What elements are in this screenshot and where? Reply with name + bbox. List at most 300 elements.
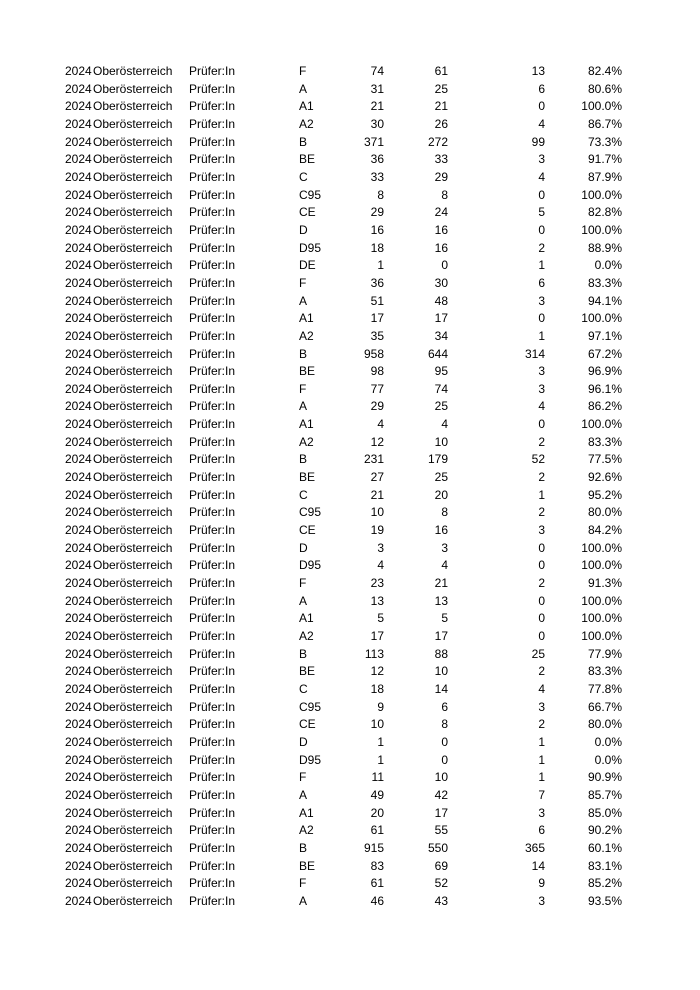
table-row (0, 116, 700, 134)
total-cell: 61 (370, 823, 384, 838)
license-class-cell: C (299, 169, 308, 184)
total-cell: 231 (363, 452, 384, 467)
pass-rate-cell: 82.4% (587, 64, 622, 78)
passed-cell: 8 (441, 505, 448, 520)
year-cell: 2024 (65, 99, 92, 114)
total-cell: 18 (370, 240, 384, 255)
examiner-cell: Prüfer:In (189, 558, 236, 573)
pass-rate-cell: 77.8% (587, 681, 622, 696)
license-class-cell: A2 (299, 434, 314, 449)
passed-cell: 69 (434, 858, 448, 873)
failed-cell: 314 (524, 346, 545, 361)
failed-cell: 2 (538, 470, 545, 485)
pass-rate-cell: 100.0% (581, 611, 622, 626)
total-cell: 4 (377, 417, 384, 432)
year-cell: 2024 (65, 629, 92, 643)
total-cell: 49 (370, 787, 384, 802)
passed-cell: 8 (441, 187, 448, 202)
total-cell: 10 (370, 505, 384, 520)
license-class-cell: A2 (299, 116, 314, 131)
pass-rate-cell: 91.7% (587, 152, 622, 167)
total-cell: 31 (370, 81, 384, 96)
license-class-cell: D (299, 222, 308, 237)
year-cell: 2024 (65, 187, 92, 202)
passed-cell: 0 (441, 752, 448, 767)
region-cell: Oberösterreich (93, 893, 173, 908)
passed-cell: 25 (434, 470, 448, 485)
license-class-cell: B (299, 346, 308, 361)
passed-cell: 24 (434, 205, 448, 220)
passed-cell: 43 (434, 893, 448, 908)
region-cell: Oberösterreich (93, 346, 173, 361)
passed-cell: 17 (434, 805, 448, 820)
license-class-cell: BE (299, 152, 316, 167)
license-class-cell: F (299, 876, 307, 891)
total-cell: 21 (370, 99, 384, 114)
passed-cell: 25 (434, 81, 448, 96)
examiner-cell: Prüfer:In (189, 681, 236, 696)
year-cell: 2024 (65, 311, 92, 326)
region-cell: Oberösterreich (93, 576, 173, 591)
license-class-cell: BE (299, 364, 316, 379)
year-cell: 2024 (65, 523, 92, 538)
failed-cell: 1 (538, 752, 545, 767)
examiner-cell: Prüfer:In (189, 417, 236, 432)
table-row (0, 275, 700, 293)
year-cell: 2024 (65, 470, 92, 485)
table-row (0, 769, 700, 787)
license-class-cell: A1 (299, 99, 314, 114)
passed-cell: 52 (434, 876, 448, 891)
passed-cell: 17 (434, 629, 448, 643)
year-cell: 2024 (65, 893, 92, 908)
region-cell: Oberösterreich (93, 81, 173, 96)
total-cell: 30 (370, 116, 384, 131)
failed-cell: 365 (524, 840, 545, 855)
pass-rate-cell: 82.8% (587, 205, 622, 220)
total-cell: 4 (377, 558, 384, 573)
examiner-cell: Prüfer:In (189, 787, 236, 802)
failed-cell: 0 (538, 593, 545, 608)
region-cell: Oberösterreich (93, 364, 173, 379)
examiner-cell: Prüfer:In (189, 399, 236, 414)
passed-cell: 48 (434, 293, 448, 308)
license-class-cell: D95 (299, 240, 322, 255)
pass-rate-cell: 66.7% (587, 699, 622, 714)
year-cell: 2024 (65, 787, 92, 802)
total-cell: 12 (370, 434, 384, 449)
table-row (0, 434, 700, 452)
license-class-cell: A (299, 81, 308, 96)
table-row (0, 540, 700, 558)
failed-cell: 1 (538, 487, 545, 502)
examiner-cell: Prüfer:In (189, 134, 236, 149)
failed-cell: 0 (538, 558, 545, 573)
pass-rate-cell: 80.0% (587, 505, 622, 520)
pass-rate-cell: 100.0% (581, 558, 622, 573)
examiner-cell: Prüfer:In (189, 840, 236, 855)
examiner-cell: Prüfer:In (189, 293, 236, 308)
examiner-cell: Prüfer:In (189, 770, 236, 785)
region-cell: Oberösterreich (93, 311, 173, 326)
passed-cell: 26 (434, 116, 448, 131)
table-row (0, 346, 700, 364)
year-cell: 2024 (65, 258, 92, 273)
table-row (0, 716, 700, 734)
pass-rate-cell: 100.0% (581, 593, 622, 608)
year-cell: 2024 (65, 116, 92, 131)
table-row (0, 257, 700, 275)
license-class-cell: C (299, 487, 308, 502)
pass-rate-cell: 100.0% (581, 417, 622, 432)
failed-cell: 99 (531, 134, 545, 149)
failed-cell: 3 (538, 699, 545, 714)
examiner-cell: Prüfer:In (189, 311, 236, 326)
license-class-cell: A1 (299, 611, 314, 626)
pass-rate-cell: 96.1% (587, 381, 622, 396)
table-row (0, 187, 700, 205)
examiner-cell: Prüfer:In (189, 205, 236, 220)
license-class-cell: F (299, 381, 307, 396)
license-class-cell: B (299, 646, 308, 661)
table-row (0, 858, 700, 876)
passed-cell: 16 (434, 240, 448, 255)
table-row (0, 575, 700, 593)
passed-cell: 34 (434, 328, 448, 343)
pass-rate-cell: 92.6% (587, 470, 622, 485)
license-class-cell: B (299, 452, 308, 467)
examiner-cell: Prüfer:In (189, 699, 236, 714)
failed-cell: 2 (538, 434, 545, 449)
region-cell: Oberösterreich (93, 752, 173, 767)
examiner-cell: Prüfer:In (189, 169, 236, 184)
failed-cell: 6 (538, 81, 545, 96)
examiner-cell: Prüfer:In (189, 328, 236, 343)
region-cell: Oberösterreich (93, 487, 173, 502)
license-class-cell: BE (299, 664, 316, 679)
region-cell: Oberösterreich (93, 134, 173, 149)
pass-rate-cell: 83.3% (587, 275, 622, 290)
year-cell: 2024 (65, 381, 92, 396)
failed-cell: 0 (538, 611, 545, 626)
passed-cell: 74 (434, 381, 448, 396)
table-row (0, 63, 700, 81)
total-cell: 36 (370, 152, 384, 167)
year-cell: 2024 (65, 717, 92, 732)
year-cell: 2024 (65, 593, 92, 608)
data-table (0, 63, 700, 911)
pass-rate-cell: 77.5% (587, 452, 622, 467)
region-cell: Oberösterreich (93, 275, 173, 290)
table-row (0, 752, 700, 770)
total-cell: 16 (370, 222, 384, 237)
license-class-cell: DE (299, 258, 316, 273)
passed-cell: 10 (434, 664, 448, 679)
examiner-cell: Prüfer:In (189, 99, 236, 114)
failed-cell: 4 (538, 116, 545, 131)
pass-rate-cell: 96.9% (587, 364, 622, 379)
failed-cell: 1 (538, 770, 545, 785)
examiner-cell: Prüfer:In (189, 470, 236, 485)
passed-cell: 5 (441, 611, 448, 626)
failed-cell: 9 (538, 876, 545, 891)
examiner-cell: Prüfer:In (189, 116, 236, 131)
region-cell: Oberösterreich (93, 64, 173, 78)
year-cell: 2024 (65, 346, 92, 361)
table-row (0, 681, 700, 699)
pass-rate-cell: 91.3% (587, 576, 622, 591)
pass-rate-cell: 94.1% (587, 293, 622, 308)
license-class-cell: F (299, 576, 307, 591)
region-cell: Oberösterreich (93, 434, 173, 449)
pass-rate-cell: 100.0% (581, 540, 622, 555)
region-cell: Oberösterreich (93, 187, 173, 202)
failed-cell: 0 (538, 311, 545, 326)
region-cell: Oberösterreich (93, 381, 173, 396)
pass-rate-cell: 100.0% (581, 222, 622, 237)
examiner-cell: Prüfer:In (189, 346, 236, 361)
pass-rate-cell: 83.3% (587, 434, 622, 449)
region-cell: Oberösterreich (93, 629, 173, 643)
failed-cell: 4 (538, 169, 545, 184)
failed-cell: 5 (538, 205, 545, 220)
region-cell: Oberösterreich (93, 770, 173, 785)
pass-rate-cell: 85.2% (587, 876, 622, 891)
region-cell: Oberösterreich (93, 222, 173, 237)
total-cell: 11 (371, 770, 384, 785)
license-class-cell: A1 (299, 311, 314, 326)
table-row (0, 204, 700, 222)
total-cell: 19 (370, 523, 384, 538)
table-row (0, 381, 700, 399)
table-row (0, 151, 700, 169)
region-cell: Oberösterreich (93, 205, 173, 220)
total-cell: 51 (370, 293, 384, 308)
failed-cell: 0 (538, 187, 545, 202)
passed-cell: 14 (434, 681, 448, 696)
year-cell: 2024 (65, 275, 92, 290)
failed-cell: 3 (538, 364, 545, 379)
license-class-cell: A (299, 893, 308, 908)
passed-cell: 10 (434, 770, 448, 785)
year-cell: 2024 (65, 805, 92, 820)
passed-cell: 4 (441, 417, 448, 432)
pass-rate-cell: 90.9% (587, 770, 622, 785)
failed-cell: 2 (538, 664, 545, 679)
table-row (0, 893, 700, 911)
year-cell: 2024 (65, 293, 92, 308)
year-cell: 2024 (65, 64, 92, 78)
table-row (0, 522, 700, 540)
examiner-cell: Prüfer:In (189, 823, 236, 838)
passed-cell: 25 (434, 399, 448, 414)
license-class-cell: F (299, 275, 307, 290)
region-cell: Oberösterreich (93, 646, 173, 661)
passed-cell: 550 (427, 840, 448, 855)
total-cell: 371 (363, 134, 384, 149)
examiner-cell: Prüfer:In (189, 64, 236, 78)
table-row (0, 875, 700, 893)
passed-cell: 179 (427, 452, 448, 467)
license-class-cell: BE (299, 470, 316, 485)
pass-rate-cell: 83.3% (587, 664, 622, 679)
table-row (0, 469, 700, 487)
total-cell: 83 (370, 858, 384, 873)
total-cell: 21 (370, 487, 384, 502)
passed-cell: 29 (434, 169, 448, 184)
passed-cell: 55 (434, 823, 448, 838)
license-class-cell: B (299, 134, 308, 149)
year-cell: 2024 (65, 364, 92, 379)
license-class-cell: D95 (299, 558, 322, 573)
total-cell: 1 (377, 752, 384, 767)
total-cell: 958 (363, 346, 384, 361)
region-cell: Oberösterreich (93, 558, 173, 573)
failed-cell: 2 (538, 240, 545, 255)
passed-cell: 17 (434, 311, 448, 326)
license-class-cell: A2 (299, 629, 314, 643)
examiner-cell: Prüfer:In (189, 576, 236, 591)
table-row (0, 787, 700, 805)
license-class-cell: C95 (299, 505, 322, 520)
license-class-cell: D95 (299, 752, 322, 767)
passed-cell: 88 (434, 646, 448, 661)
region-cell: Oberösterreich (93, 540, 173, 555)
year-cell: 2024 (65, 558, 92, 573)
examiner-cell: Prüfer:In (189, 505, 236, 520)
examiner-cell: Prüfer:In (189, 275, 236, 290)
total-cell: 10 (370, 717, 384, 732)
passed-cell: 20 (434, 487, 448, 502)
license-class-cell: A (299, 293, 308, 308)
region-cell: Oberösterreich (93, 699, 173, 714)
license-class-cell: C (299, 681, 308, 696)
region-cell: Oberösterreich (93, 399, 173, 414)
license-class-cell: BE (299, 858, 316, 873)
total-cell: 27 (370, 470, 384, 485)
failed-cell: 0 (538, 417, 545, 432)
region-cell: Oberösterreich (93, 417, 173, 432)
pass-rate-cell: 100.0% (581, 311, 622, 326)
failed-cell: 3 (538, 152, 545, 167)
license-class-cell: CE (299, 205, 316, 220)
region-cell: Oberösterreich (93, 717, 173, 732)
pass-rate-cell: 84.2% (587, 523, 622, 538)
license-class-cell: A (299, 593, 308, 608)
failed-cell: 3 (538, 293, 545, 308)
examiner-cell: Prüfer:In (189, 381, 236, 396)
failed-cell: 14 (531, 858, 545, 873)
table-row (0, 222, 700, 240)
passed-cell: 8 (441, 717, 448, 732)
table-row (0, 646, 700, 664)
table-row (0, 81, 700, 99)
examiner-cell: Prüfer:In (189, 734, 236, 749)
total-cell: 17 (370, 311, 384, 326)
examiner-cell: Prüfer:In (189, 222, 236, 237)
year-cell: 2024 (65, 540, 92, 555)
year-cell: 2024 (65, 681, 92, 696)
year-cell: 2024 (65, 699, 92, 714)
passed-cell: 6 (441, 699, 448, 714)
pass-rate-cell: 87.9% (587, 169, 622, 184)
region-cell: Oberösterreich (93, 823, 173, 838)
region-cell: Oberösterreich (93, 240, 173, 255)
failed-cell: 6 (538, 275, 545, 290)
table-row (0, 310, 700, 328)
year-cell: 2024 (65, 576, 92, 591)
total-cell: 113 (364, 646, 384, 661)
total-cell: 33 (370, 169, 384, 184)
pass-rate-cell: 60.1% (587, 840, 622, 855)
year-cell: 2024 (65, 487, 92, 502)
examiner-cell: Prüfer:In (189, 81, 236, 96)
passed-cell: 16 (434, 523, 448, 538)
pass-rate-cell: 97.1% (587, 328, 622, 343)
total-cell: 74 (370, 64, 384, 78)
table-row (0, 487, 700, 505)
year-cell: 2024 (65, 734, 92, 749)
passed-cell: 4 (441, 558, 448, 573)
failed-cell: 3 (538, 523, 545, 538)
table-row (0, 398, 700, 416)
pass-rate-cell: 0.0% (594, 258, 622, 273)
examiner-cell: Prüfer:In (189, 664, 236, 679)
failed-cell: 3 (538, 805, 545, 820)
examiner-cell: Prüfer:In (189, 805, 236, 820)
total-cell: 9 (377, 699, 384, 714)
examiner-cell: Prüfer:In (189, 593, 236, 608)
year-cell: 2024 (65, 752, 92, 767)
failed-cell: 1 (538, 258, 545, 273)
year-cell: 2024 (65, 646, 92, 661)
passed-cell: 13 (434, 593, 448, 608)
pass-rate-cell: 0.0% (594, 734, 622, 749)
failed-cell: 0 (538, 222, 545, 237)
failed-cell: 7 (538, 787, 545, 802)
license-class-cell: A2 (299, 328, 314, 343)
total-cell: 5 (377, 611, 384, 626)
failed-cell: 0 (538, 99, 545, 114)
region-cell: Oberösterreich (93, 99, 173, 114)
passed-cell: 21 (434, 99, 448, 114)
license-class-cell: F (299, 770, 307, 785)
total-cell: 36 (370, 275, 384, 290)
year-cell: 2024 (65, 152, 92, 167)
passed-cell: 0 (441, 258, 448, 273)
passed-cell: 21 (434, 576, 448, 591)
year-cell: 2024 (65, 169, 92, 184)
total-cell: 12 (370, 664, 384, 679)
total-cell: 23 (370, 576, 384, 591)
year-cell: 2024 (65, 452, 92, 467)
total-cell: 35 (370, 328, 384, 343)
license-class-cell: C95 (299, 699, 322, 714)
pass-rate-cell: 83.1% (587, 858, 622, 873)
total-cell: 20 (370, 805, 384, 820)
examiner-cell: Prüfer:In (189, 487, 236, 502)
total-cell: 61 (370, 876, 384, 891)
table-row (0, 416, 700, 434)
passed-cell: 61 (434, 64, 448, 78)
total-cell: 915 (363, 840, 384, 855)
year-cell: 2024 (65, 664, 92, 679)
failed-cell: 1 (538, 734, 545, 749)
table-row (0, 451, 700, 469)
pass-rate-cell: 85.7% (587, 787, 622, 802)
examiner-cell: Prüfer:In (189, 629, 236, 643)
table-row (0, 363, 700, 381)
